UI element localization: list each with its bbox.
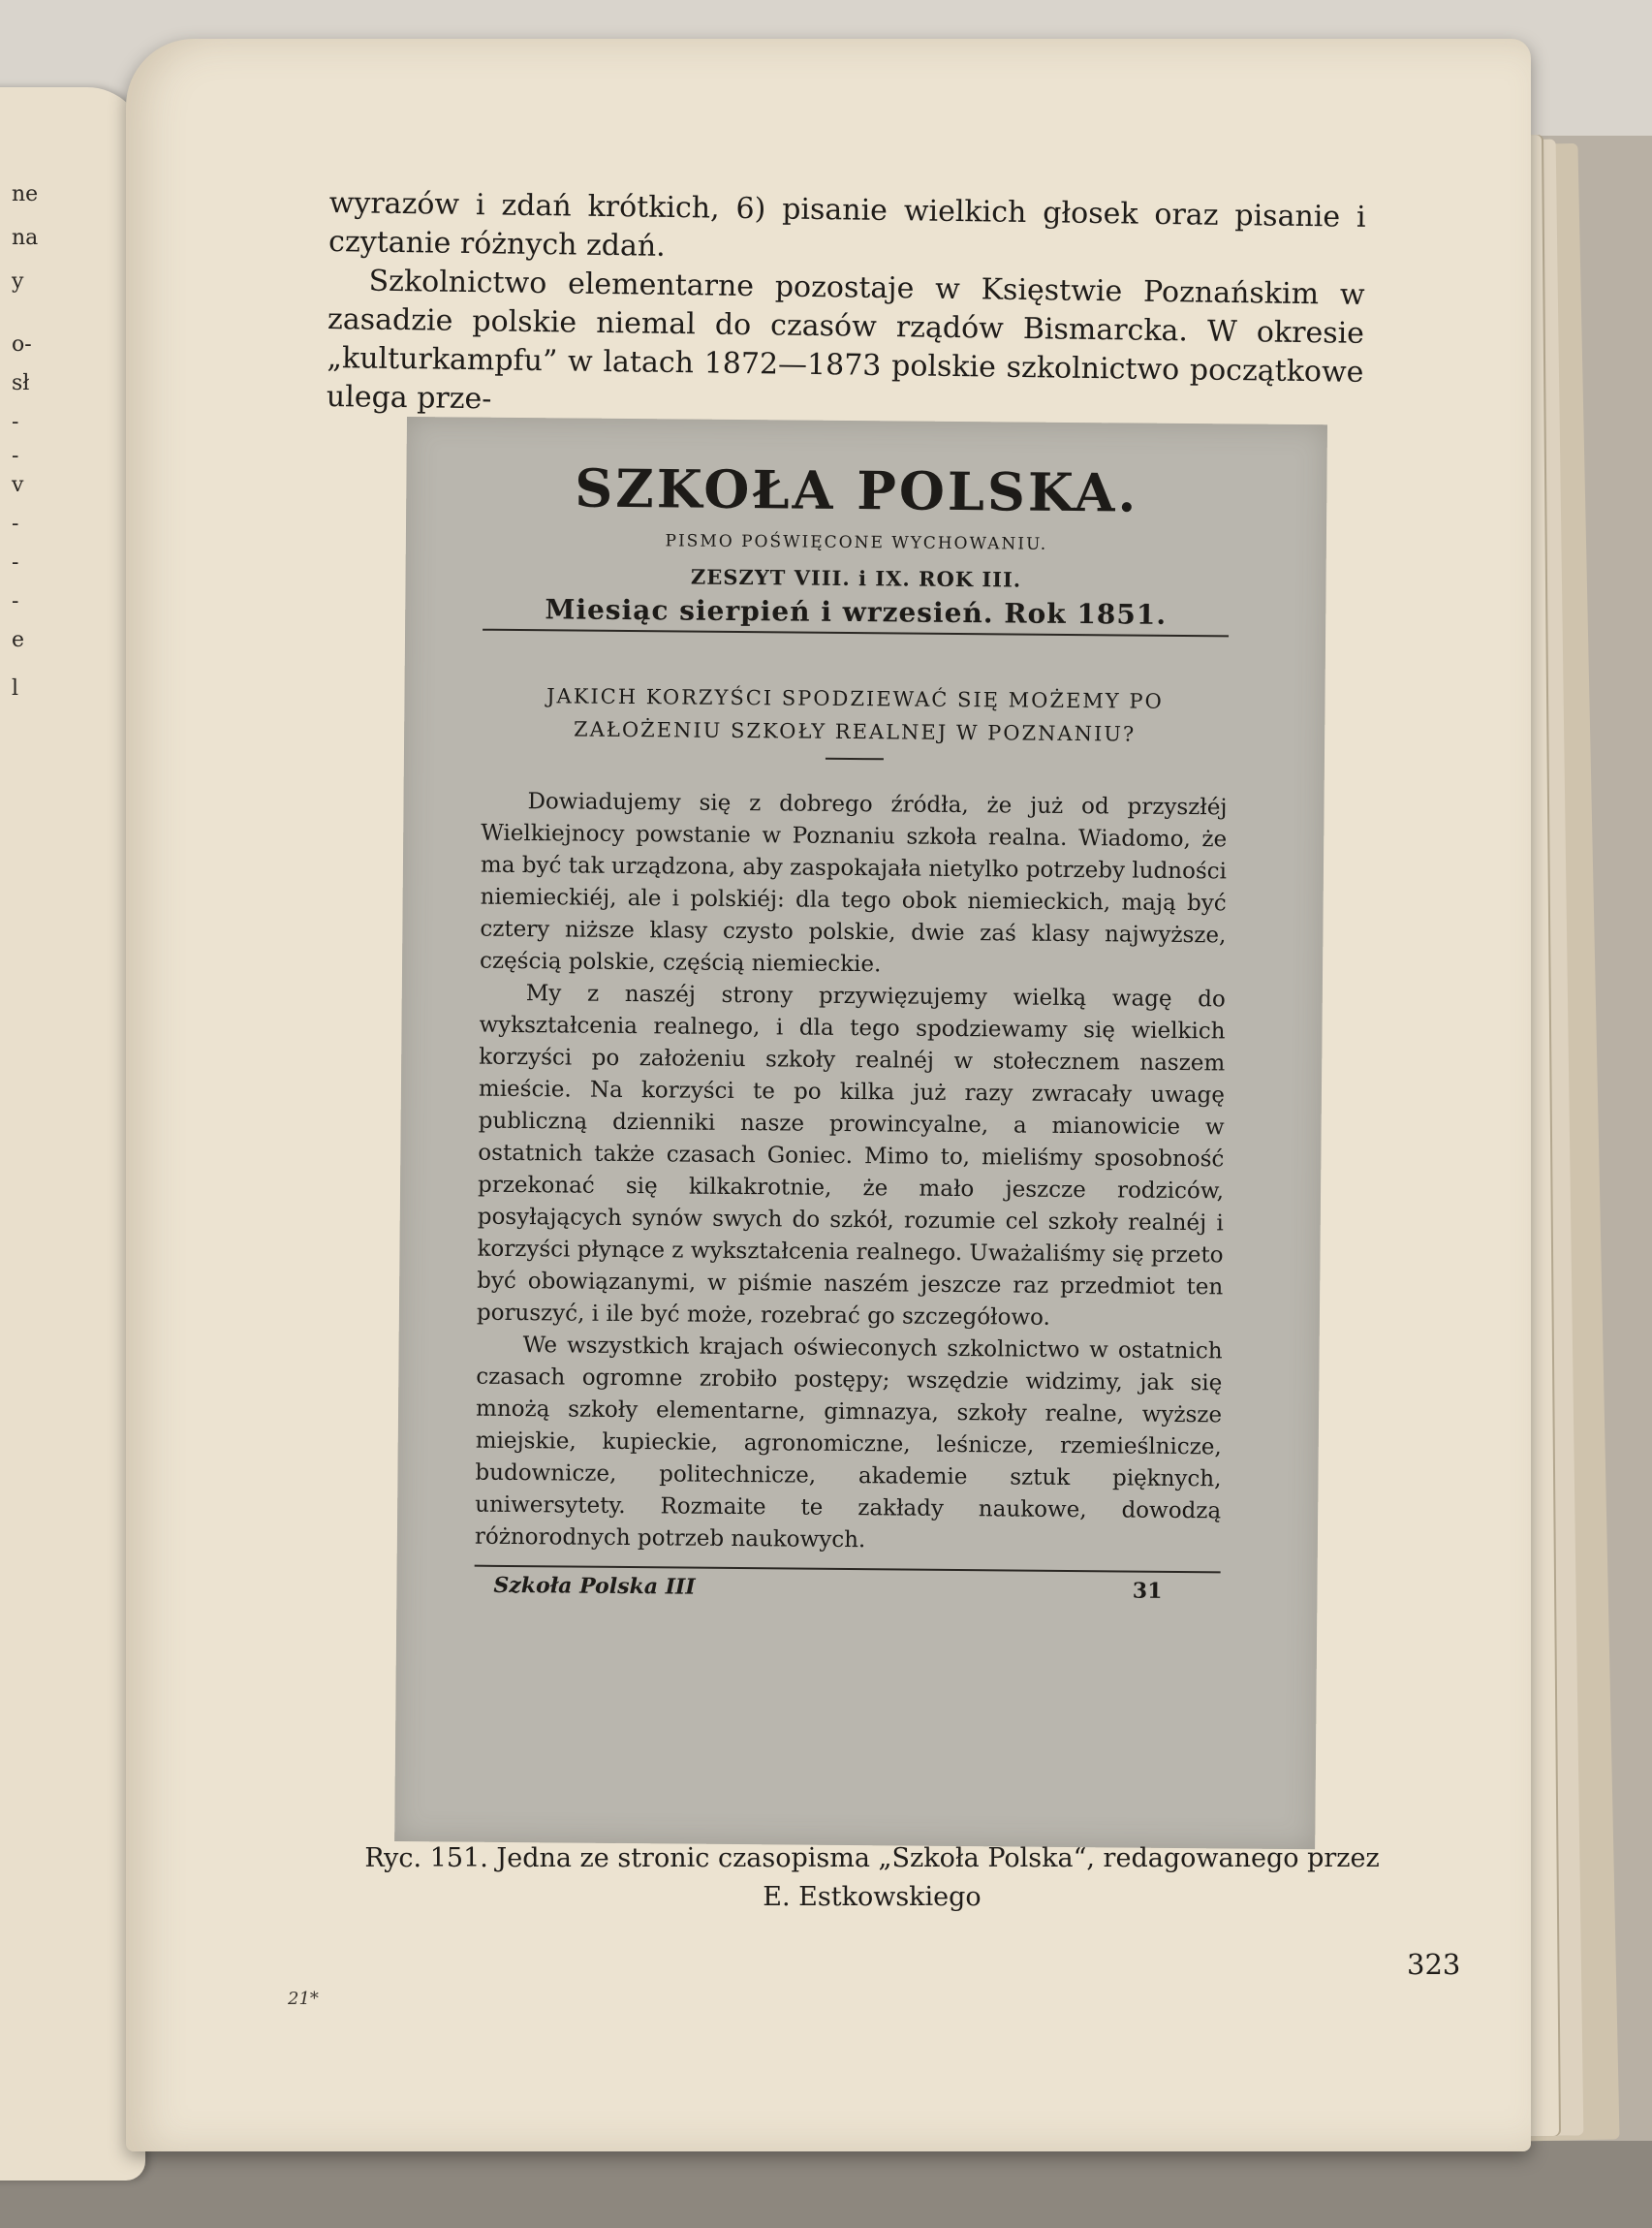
magazine-title: SZKOŁA POLSKA. [575, 456, 1139, 524]
left-page-fragment: v [12, 473, 24, 497]
left-page-fragment: l [12, 676, 19, 701]
divider [826, 758, 884, 761]
left-page-fragment: e [12, 628, 25, 652]
magazine-footer-signature: Szkoła Polska III [493, 1572, 696, 1600]
article-paragraph: Dowiadujemy się z dobrego źródła, że już od przyszłéj Wielkiejnocy powstanie w Poznaniu szkoła realna. Wiadomo, że ma być tak urządzona, aby zaspokajała nietylko potrzeby ludności niemieckiéj, ale i polskiéj: dla tego obok niemieckich, mają być cztery niższe klasy czysto polskie, dwie zaś klasy najwyższe, częścią polskie, częścią niemieckie. [479, 789, 1228, 978]
left-page-fragment: sł [12, 371, 30, 395]
caption-line: Ryc. 151. Jedna ze stronic czasopisma „Szkoła Polska“, redagowanego przez [364, 1843, 1380, 1873]
left-page-fragment: o- [12, 332, 32, 357]
page-number: 323 [1407, 1948, 1461, 1981]
left-page-fragment: na [12, 226, 39, 250]
body-text [327, 184, 1366, 431]
body-paragraph: wyrazów i zdań krótkich, 6) pisanie wielkich głosek oraz pisanie i czytanie różnych zdań. [327, 185, 1366, 264]
magazine-subtitle: PISMO POŚWIĘCONE WYCHOWANIU. [665, 531, 1048, 554]
book-page [126, 39, 1531, 2151]
magazine-page [474, 456, 1230, 1605]
left-page-fragment: ne [12, 182, 39, 206]
figure-caption [339, 1839, 1405, 1917]
left-page-fragment: - [12, 512, 19, 536]
caption-line: E. Estkowskiego [763, 1882, 982, 1912]
background-bottom [0, 2141, 1652, 2228]
left-page-fragment: - [12, 589, 19, 613]
article-paragraph: We wszystkich krajach oświeconych szkolnictwo w ostatnich czasach ogromne zrobiło postępy; wszędzie widzimy, jak się mnożą szkoły elementarne, gimnazya, szkoły realne, wyższe miejskie, kupieckie, agronomiczne, leśnicze, rzemieślnicze, budownicze, politechnicze, akademie sztuk pięknych, uniwersytety. Rozmaite te zakłady naukowe, dowodzą różnorodnych potrzeb naukowych. [474, 1333, 1223, 1553]
article-text [475, 786, 1228, 1560]
left-page [0, 87, 145, 2181]
sheet-signature-mark: 21* [288, 1989, 319, 2009]
left-page-fragment: - [12, 444, 19, 468]
figure-image [394, 417, 1327, 1849]
left-page-fragment: y [12, 269, 24, 294]
left-page-fragment: - [12, 410, 19, 434]
article-heading: JAKICH KORZYŚCI SPODZIEWAĆ SIĘ MOŻEMY PO ZAŁOŻENIU SZKOŁY REALNEJ W POZNANIU? [546, 684, 1164, 746]
body-paragraph: Szkolnictwo elementarne pozostaje w Księstwie Poznańskim w zasadzie polskie niemal do czasów rządów Bismarcka. W okresie „kulturkampfu” w latach 1872—1873 polskie szkolnictwo początkowe ulega prze- [326, 264, 1365, 417]
magazine-page-number: 31 [1132, 1578, 1163, 1604]
article-paragraph: My z naszéj strony przywięzujemy wielką wagę do wykształcenia realnego, i dla tego spodziewamy się wielkich korzyści po założeniu szkoły realnéj w stołecznem naszem mieście. Na korzyści te po kilka już razy zwracały uwagę publiczną dzienniki nasze prowincyalne, a mianowicie w ostatnich także czasach Goniec. Mimo to, mieliśmy sposobność przekonać się kilkakrotnie, że mało jeszcze rodziców, posyłających synów swych do szkół, rozumie cel szkoły realnéj i korzyści płynące z wykształcenia realnego. Uważaliśmy się przeto być obowiązanymi, w piśmie naszém jeszcze raz przedmiot ten poruszyć, i ile być może, rozebrać go szczegółowo. [476, 981, 1226, 1331]
magazine-date: Miesiąc sierpień i wrzesień. Rok 1851. [483, 593, 1229, 638]
magazine-issue: ZESZYT VIII. i IX. ROK III. [690, 564, 1022, 592]
left-page-fragment: - [12, 550, 19, 575]
magazine-footer [474, 1565, 1220, 1605]
